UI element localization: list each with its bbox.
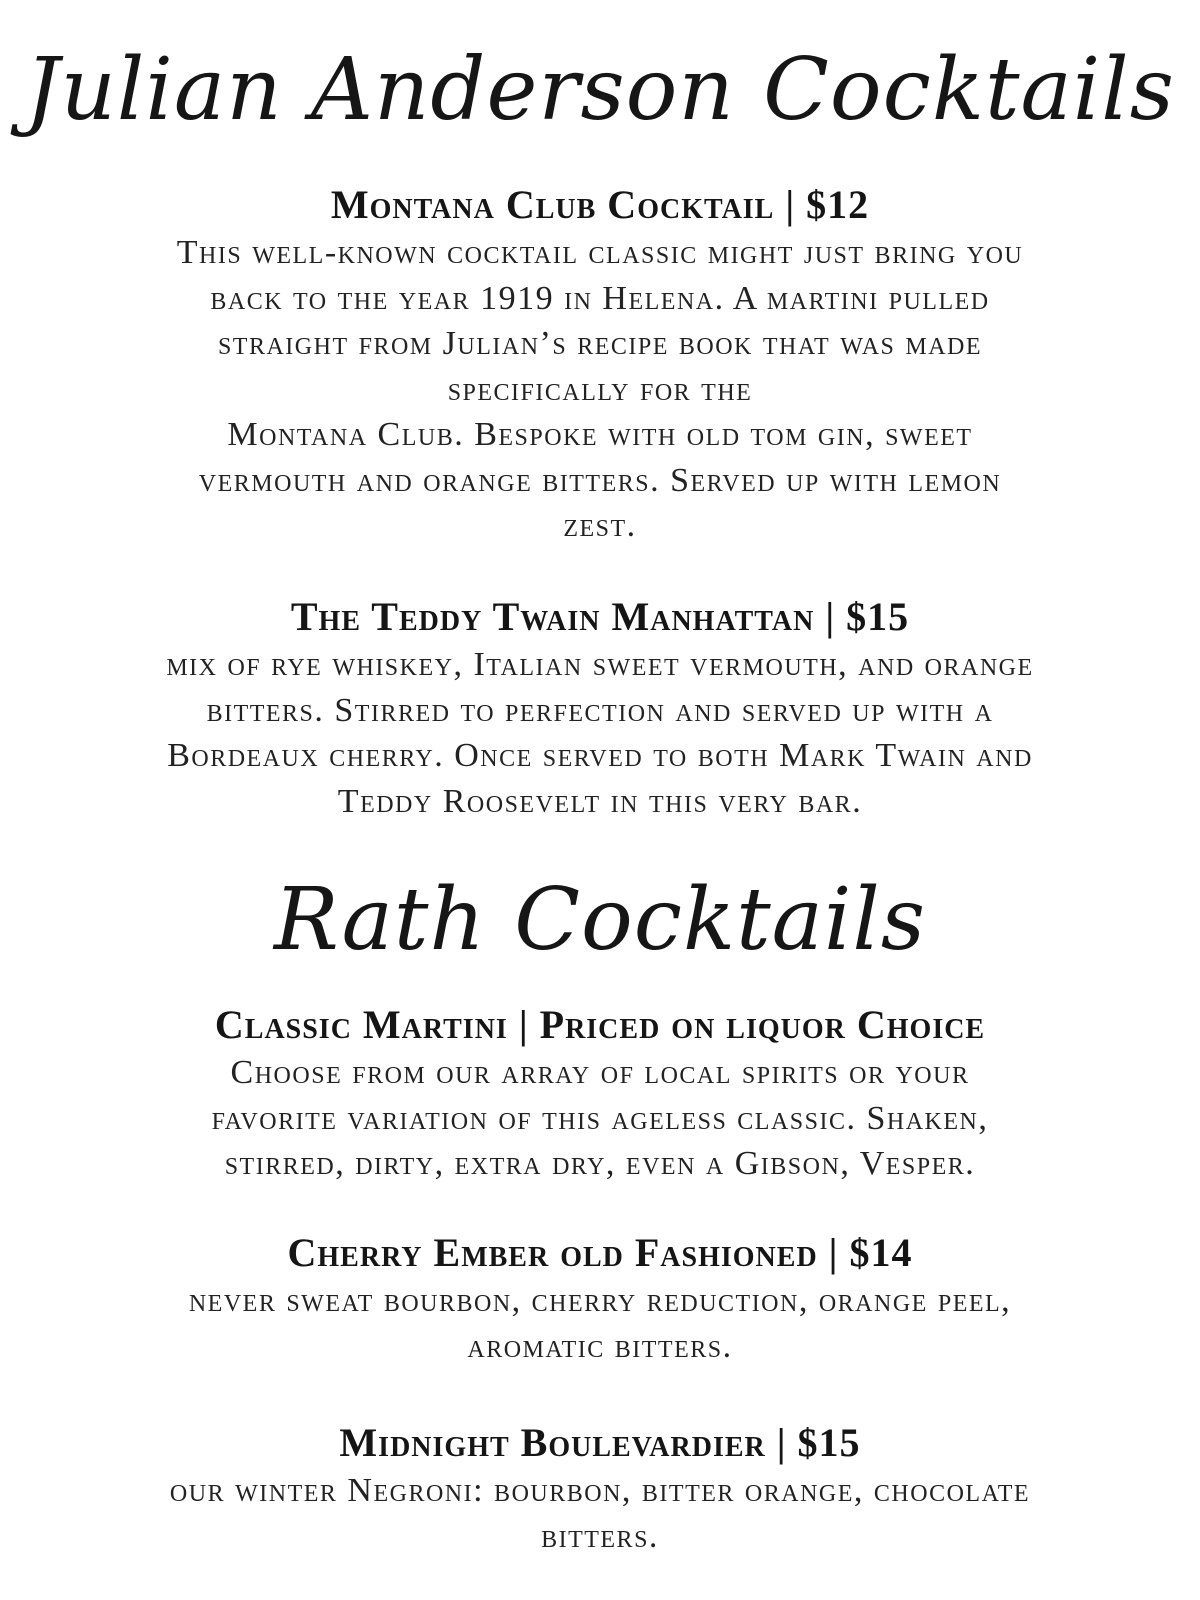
item-description bbox=[60, 230, 1140, 549]
item-heading: Midnight Boulevardier | $15 bbox=[339, 1420, 861, 1465]
description-line: straight from Julian’s recipe book that was made bbox=[217, 325, 983, 362]
item-heading: The Teddy Twain Manhattan | $15 bbox=[290, 594, 910, 639]
menu-item-teddy-twain-manhattan bbox=[60, 592, 1140, 824]
section-title-julian-anderson: Julian Anderson Cocktails bbox=[25, 40, 1175, 140]
description-line: bitters. Stirred to perfection and served up with a bbox=[206, 691, 994, 729]
description-line: stirred, dirty, extra dry, even a Gibson, Vesper. bbox=[224, 1145, 976, 1182]
item-description bbox=[60, 1468, 1140, 1559]
description-line: Montana Club. Bespoke with old tom gin, sweet bbox=[227, 416, 973, 453]
description-line: Bordeaux cherry. Once served to both Mark Twain and bbox=[167, 737, 1033, 774]
description-line: our winter Negroni: bourbon, bitter orange, chocolate bbox=[169, 1472, 1031, 1509]
description-line: vermouth and orange bitters. Served up with lemon bbox=[198, 461, 1002, 499]
menu-item-cherry-ember-old-fashioned bbox=[60, 1228, 1140, 1369]
description-line: aromatic bitters. bbox=[467, 1327, 733, 1365]
description-line: favorite variation of this ageless classic. Shaken, bbox=[211, 1099, 989, 1137]
description-line: never sweat bourbon, cherry reduction, orange peel, bbox=[188, 1282, 1012, 1319]
description-line: zest. bbox=[563, 507, 637, 544]
menu-item-montana-club bbox=[60, 180, 1140, 549]
item-description bbox=[60, 642, 1140, 824]
description-line: Choose from our array of local spirits or your bbox=[230, 1054, 970, 1091]
description-line: bitters. bbox=[541, 1517, 659, 1555]
description-line: This well-known cocktail classic might just bring you bbox=[176, 234, 1024, 271]
item-heading: Cherry Ember old Fashioned | $14 bbox=[287, 1230, 913, 1275]
menu-item-classic-martini bbox=[60, 1000, 1140, 1187]
description-line: back to the year 1919 in Helena. A martini pulled bbox=[210, 279, 990, 317]
description-line: specifically for the bbox=[447, 370, 753, 408]
menu-item-midnight-boulevardier bbox=[60, 1418, 1140, 1559]
item-heading: Montana Club Cocktail | $12 bbox=[330, 182, 870, 227]
description-line: mix of rye whiskey, Italian sweet vermouth, and orange bbox=[166, 646, 1034, 683]
description-line: Teddy Roosevelt in this very bar. bbox=[337, 782, 863, 820]
section-title-rath: Rath Cocktails bbox=[273, 870, 927, 970]
item-description bbox=[60, 1050, 1140, 1187]
item-heading: Classic Martini | Priced on liquor Choice bbox=[214, 1002, 986, 1047]
item-description bbox=[60, 1278, 1140, 1369]
